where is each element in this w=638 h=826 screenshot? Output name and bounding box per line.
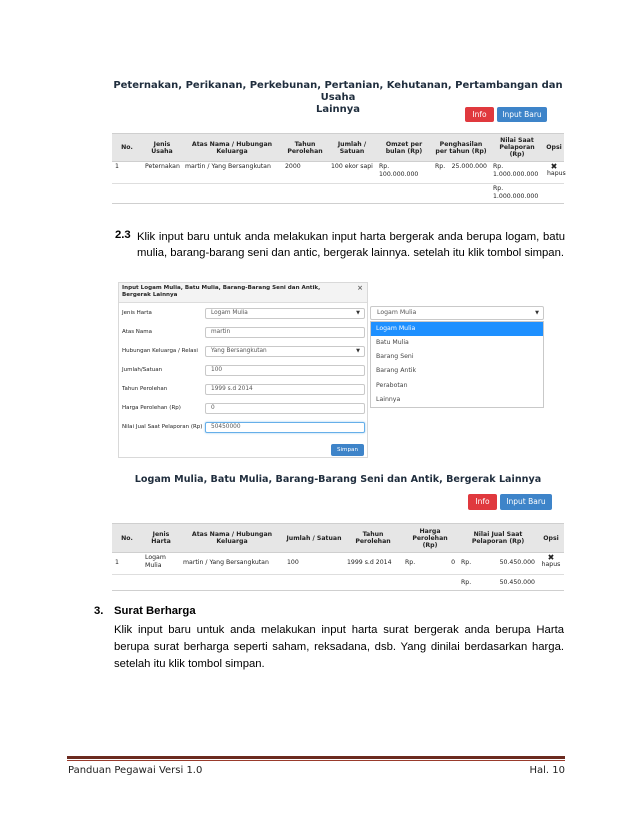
table-total-row xyxy=(112,184,564,204)
col-header: Omzet per bulan (Rp) xyxy=(376,134,432,162)
step-text: Klik input baru untuk anda melakukan input harta surat bergerak anda berupa Harta berupa surat berharga seperti saham, reksadana, dsb. Yang dinilai berdasarkan harga. setelah itu klik tombol simpan. xyxy=(114,624,564,670)
dropdown-option[interactable]: Perabotan xyxy=(376,382,408,389)
form-title-text: Input Logam Mulia, Batu Mulia, Barang-Barang Seni dan Antik, Bergerak Lainnya xyxy=(122,285,321,298)
col-header: Jumlah / Satuan xyxy=(284,524,344,553)
harta-usaha-table xyxy=(112,133,564,204)
step-title: Surat Berharga xyxy=(114,605,196,617)
table-row xyxy=(112,553,564,575)
hubungan-value: Yang Bersangkutan xyxy=(211,348,267,354)
col-header: Opsi xyxy=(544,134,564,162)
table-header-row xyxy=(112,134,564,162)
cell-tahun: 1999 s.d 2014 xyxy=(344,553,402,575)
cell-jenis: Peternakan xyxy=(142,162,182,184)
total-value: 1.000.000.000 xyxy=(493,192,539,200)
caret-down-icon: ▼ xyxy=(356,310,360,316)
harga-value: 0 xyxy=(451,559,455,566)
dropdown-selected: Logam Mulia xyxy=(377,309,417,316)
footer-rule-thin xyxy=(67,760,565,761)
omzet-value: 100.000.000 xyxy=(379,170,419,178)
input-baru-button[interactable]: Input Baru xyxy=(500,494,552,510)
label-atas-nama: Atas Nama xyxy=(122,329,153,335)
label-jumlah: Jumlah/Satuan xyxy=(122,367,163,373)
jenis-harta-select[interactable] xyxy=(205,308,365,319)
col-header: Nilai Jual Saat Pelaporan (Rp) xyxy=(458,524,538,553)
footer-title: Panduan Pegawai Versi 1.0 xyxy=(68,765,203,776)
jenis-harta-value: Logam Mulia xyxy=(211,310,248,316)
hapus-link[interactable]: hapus xyxy=(547,170,566,177)
dropdown-option[interactable]: Lainnya xyxy=(376,396,401,403)
cell-nilai xyxy=(490,162,544,184)
cell-harga xyxy=(402,553,458,575)
col-header: No. xyxy=(112,134,142,162)
hubungan-select[interactable] xyxy=(205,346,365,357)
omzet-rp: Rp. xyxy=(379,163,390,170)
penghasilan-value: 25.000.000 xyxy=(451,163,487,170)
info-button[interactable]: Info xyxy=(465,107,494,122)
col-header: Penghasilan per tahun (Rp) xyxy=(432,134,490,162)
cell-nilai xyxy=(458,553,538,575)
close-icon[interactable]: × xyxy=(357,284,363,292)
cell-omzet xyxy=(376,162,432,184)
harga-input[interactable]: 0 xyxy=(205,403,365,414)
delete-icon[interactable]: ✖ xyxy=(550,162,558,171)
cell-atas-nama: martin / Yang Bersangkutan xyxy=(182,162,282,184)
dropdown-option[interactable]: Logam Mulia xyxy=(371,322,543,336)
section1-title-line2: Lainnya xyxy=(315,104,361,115)
simpan-button[interactable]: Simpan xyxy=(331,444,364,456)
step-number: 3. xyxy=(94,605,104,617)
nilai-value: 50.450.000 xyxy=(499,559,535,566)
caret-down-icon: ▼ xyxy=(356,348,360,354)
total-rp: Rp. xyxy=(493,185,504,192)
col-header: Tahun Perolehan xyxy=(282,134,328,162)
label-jenis-harta: Jenis Harta xyxy=(122,310,152,316)
cell-atas-nama: martin / Yang Bersangkutan xyxy=(180,553,284,575)
cell-opsi[interactable] xyxy=(544,162,564,184)
total-rp: Rp. xyxy=(461,579,472,586)
dropdown-list xyxy=(370,321,544,408)
page-number: Hal. 10 xyxy=(529,765,565,776)
dropdown-option[interactable]: Barang Seni xyxy=(376,353,414,360)
jenis-harta-dropdown[interactable] xyxy=(370,306,544,320)
label-harga: Harga Perolehan (Rp) xyxy=(122,405,181,411)
nilai-input[interactable]: 50450000 xyxy=(205,422,365,433)
label-hubungan: Hubungan Keluarga / Relasi xyxy=(122,348,198,354)
nilai-rp: Rp. xyxy=(493,163,504,170)
cell-total xyxy=(490,184,544,204)
step-number: 2.3 xyxy=(115,229,131,241)
nilai-rp: Rp. xyxy=(461,559,472,566)
cell-penghasilan xyxy=(432,162,490,184)
col-header: Jenis Usaha xyxy=(142,134,182,162)
total-value: 50.450.000 xyxy=(499,579,535,586)
info-button[interactable]: Info xyxy=(468,494,497,510)
cell-jumlah: 100 xyxy=(284,553,344,575)
section1-title-line1: Peternakan, Perikanan, Perkebunan, Pertanian, Kehutanan, Pertambangan dan Usaha xyxy=(113,80,563,103)
harta-logam-table xyxy=(112,523,564,591)
delete-icon[interactable]: ✖ xyxy=(547,553,555,562)
harga-rp: Rp. xyxy=(405,559,416,566)
input-logam-form xyxy=(118,282,368,458)
col-header: Nilai Saat Pelaporan (Rp) xyxy=(490,134,544,162)
cell-total xyxy=(458,575,538,591)
form-title xyxy=(119,283,367,303)
cell-jenis: Logam Mulia xyxy=(142,553,180,575)
caret-down-icon: ▼ xyxy=(535,310,539,316)
jumlah-input[interactable]: 100 xyxy=(205,365,365,376)
dropdown-option[interactable]: Barang Antik xyxy=(376,367,417,374)
col-header: Jumlah / Satuan xyxy=(328,134,376,162)
nilai-value: 1.000.000.000 xyxy=(493,170,539,178)
cell-opsi[interactable] xyxy=(538,553,564,575)
dropdown-option[interactable]: Batu Mulia xyxy=(376,339,409,346)
section2-title: Logam Mulia, Batu Mulia, Barang-Barang Seni dan Antik, Bergerak Lainnya xyxy=(134,474,542,485)
cell-tahun: 2000 xyxy=(282,162,328,184)
footer-rule xyxy=(67,756,565,759)
col-header: Atas Nama / Hubungan Keluarga xyxy=(182,134,282,162)
tahun-input[interactable]: 1999 s.d 2014 xyxy=(205,384,365,395)
table-total-row xyxy=(112,575,564,591)
col-header: Tahun Perolehan xyxy=(344,524,402,553)
penghasilan-rp: Rp. xyxy=(435,163,446,170)
cell-jumlah: 100 ekor sapi xyxy=(328,162,376,184)
col-header: Harga Perolehan (Rp) xyxy=(402,524,458,553)
step-text: Klik input baru untuk anda melakukan input harta bergerak anda berupa logam, batu mulia, barang-barang seni dan antic, bergerak lainnya. setelah itu klik tombol simpan. xyxy=(137,231,565,259)
table-header-row xyxy=(112,524,564,553)
label-nilai: Nilai Jual Saat Pelaporan (Rp) xyxy=(122,424,203,430)
cell-no: 1 xyxy=(112,162,142,184)
col-header: Opsi xyxy=(538,524,564,553)
input-baru-button[interactable]: Input Baru xyxy=(497,107,547,122)
label-tahun: Tahun Perolehan xyxy=(122,386,168,392)
atas-nama-input[interactable]: martin xyxy=(205,327,365,338)
col-header: No. xyxy=(112,524,142,553)
hapus-link[interactable]: hapus xyxy=(541,561,561,568)
col-header: Atas Nama / Hubungan Keluarga xyxy=(180,524,284,553)
cell-no: 1 xyxy=(112,553,142,575)
col-header: Jenis Harta xyxy=(142,524,180,553)
table-row xyxy=(112,162,564,184)
